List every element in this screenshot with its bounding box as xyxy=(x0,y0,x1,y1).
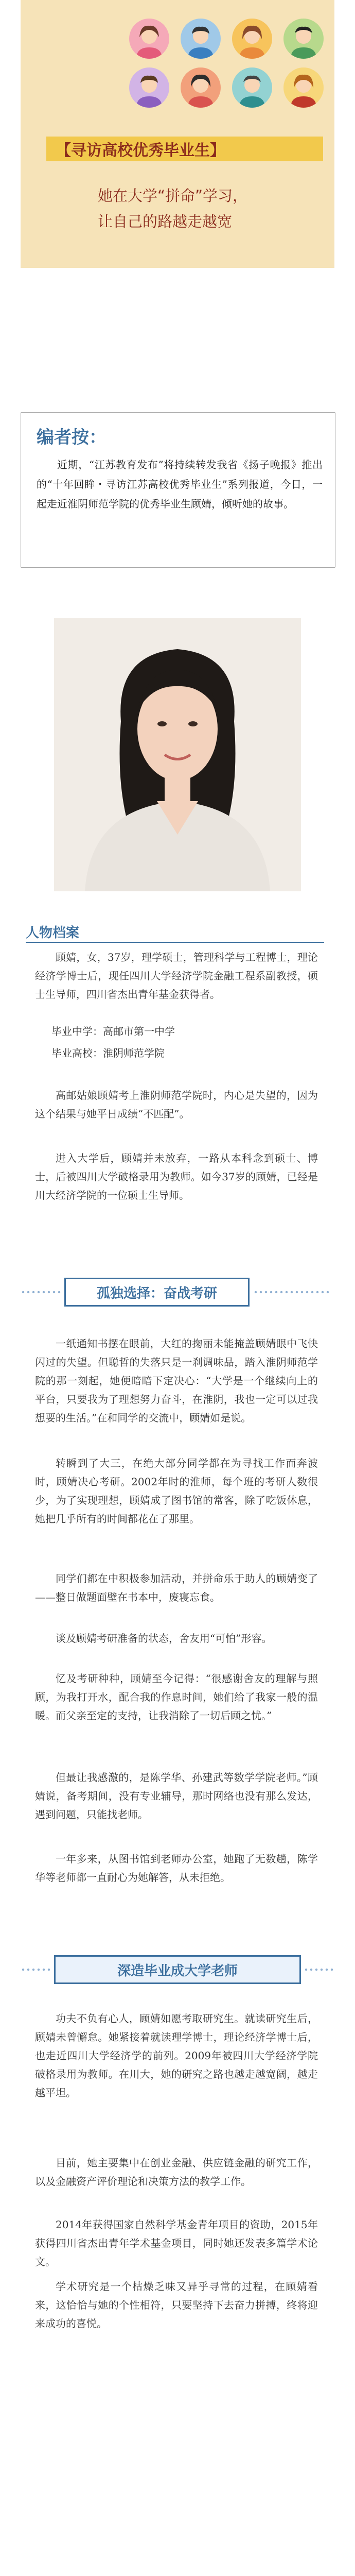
avatar-icon xyxy=(232,67,272,108)
divider xyxy=(21,1291,62,1294)
avatar-icon xyxy=(232,19,272,59)
section-paragraph: 学术研究是一个枯燥乏味又异乎寻常的过程，在顾婧看来，这恰恰与她的个性相符，只要坚持下去奋力拼搏，终将迎来成功的喜悦。 xyxy=(35,2280,318,2330)
portrait-photo xyxy=(54,618,301,891)
banner-subtitle-line: 让自己的路越走越宽 xyxy=(98,213,233,230)
divider xyxy=(21,1968,51,1971)
editor-note xyxy=(21,412,335,568)
editor-note-text: 近期，“江苏教育发布”将持续转发我省《扬子晚报》推出的“十年回眸・寻访江苏高校优秀毕业生”系列报道，今日，一起走近淮阴师范学院的优秀毕业生顾婧，倾听她的故事。 xyxy=(37,459,323,510)
section-paragraph: 目前，她主要集中在创业金融、供应链金融的研究工作，以及金融资产评价理论和决策方法的教学工作。 xyxy=(35,2157,318,2188)
divider xyxy=(253,1291,330,1294)
divider xyxy=(304,1968,334,1971)
section-paragraph: 忆及考研种种，顾婧至今记得：“很感谢舍友的理解与照顾，为我打开水，配合我的作息时间，她们给了我家一般的温暖。而父亲至定的支持，让我消除了一切后顾之忧。” xyxy=(35,1672,318,1722)
section-heading: 深造毕业成大学老师 xyxy=(54,1955,301,1984)
avatar-icon xyxy=(129,67,169,108)
avatar-grid xyxy=(123,15,329,113)
banner-series-tag: 【寻访高校优秀毕业生】 xyxy=(46,137,323,161)
profile-university: 毕业高校：淮阴师范学院 xyxy=(51,1047,165,1059)
section-paragraph: 2014年获得国家自然科学基金青年项目的资助，2015年获得四川省杰出青年学术基金项目，同时她还发表多篇学术论文。 xyxy=(35,2218,318,2268)
banner-subtitle xyxy=(98,183,314,234)
banner-subtitle-line: 她在大学“拼命”学习， xyxy=(98,187,248,205)
section-paragraph: 一纸通知书摆在眼前，大红的掬丽未能掩盖顾婧眼中飞快闪过的失望。但聪哲的失落只是一刹调味品，踏入淮阴师范学院的那一刻起，她便暗暗下定决心：“大学是一个继续向上的平台，只要我为了理想努力奋斗，在淮阴，我也一定可以过我想要的生活。”在和同学的交流中，顾婧如是说。 xyxy=(35,1337,318,1424)
section-paragraph: 谈及顾婧考研准备的状态，舍友用“可怕”形容。 xyxy=(56,1632,272,1645)
profile-story-paragraph: 进入大学后，顾婧并未放弃，一路从本科念到硕士、博士，后被四川大学破格录用为教师。如今37岁的顾婧，已经是川大经济学院的一位硕士生导师。 xyxy=(35,1152,318,1201)
section-paragraph: 同学们都在中积极参加活动，并拼命乐于助人的顾婧变了——整日做题面壁在书本中，废寝忘食。 xyxy=(35,1572,318,1603)
editor-note-title: 编者按： xyxy=(37,427,106,448)
profile-middle-school: 毕业中学：高邮市第一中学 xyxy=(51,1025,175,1038)
section-paragraph: 转瞬到了大三，在绝大部分同学都在为寻找工作而奔波时，顾婧决心考研。2002年时的淮师，每个班的考研人数很少，为了实现理想，顾婧成了图书馆的常客，除了吃饭休息，她把几乎所有的时间都花在了那里。 xyxy=(35,1457,318,1525)
profile-heading: 人物档案 xyxy=(26,925,80,941)
avatar-icon xyxy=(129,19,169,59)
avatar-icon xyxy=(283,19,324,59)
avatar-icon xyxy=(283,67,324,108)
section-paragraph: 但最让我感激的，是陈学华、孙建武等数学学院老师。”顾婧说，备考期间，没有专业辅导，那时网络也没有那么发达，遇到问题，只能找老师。 xyxy=(35,1771,318,1821)
section-paragraph: 功夫不负有心人，顾婧如愿考取研究生。就读研究生后，顾婧未曾懈怠。她紧接着就读理学博士，理论经济学博士后，也走近四川大学经济学的前列。2009年被四川大学经济学院破格录用为教师。在川大，她的研究之路也越走越宽阔，越走越平坦。 xyxy=(35,2012,318,2099)
avatar-icon xyxy=(181,19,221,59)
section-paragraph: 一年多来，从图书馆到老师办公室，她跑了无数趟，陈学华等老师都一直耐心为她解答，从未拒绝。 xyxy=(35,1853,318,1884)
divider xyxy=(26,942,324,943)
profile-intro: 顾婧，女，37岁，理学硕士，管理科学与工程博士，理论经济学博士后，现任四川大学经济学院金融工程系副教授，硕士生导师，四川省杰出青年基金获得者。 xyxy=(35,951,318,1001)
header-banner xyxy=(21,0,334,268)
profile-story-paragraph: 高邮姑娘顾婧考上淮阴师范学院时，内心是失望的，因为这个结果与她平日成绩“不匹配”。 xyxy=(35,1089,318,1120)
section-heading: 孤独选择：奋战考研 xyxy=(64,1278,250,1307)
avatar-icon xyxy=(181,67,221,108)
